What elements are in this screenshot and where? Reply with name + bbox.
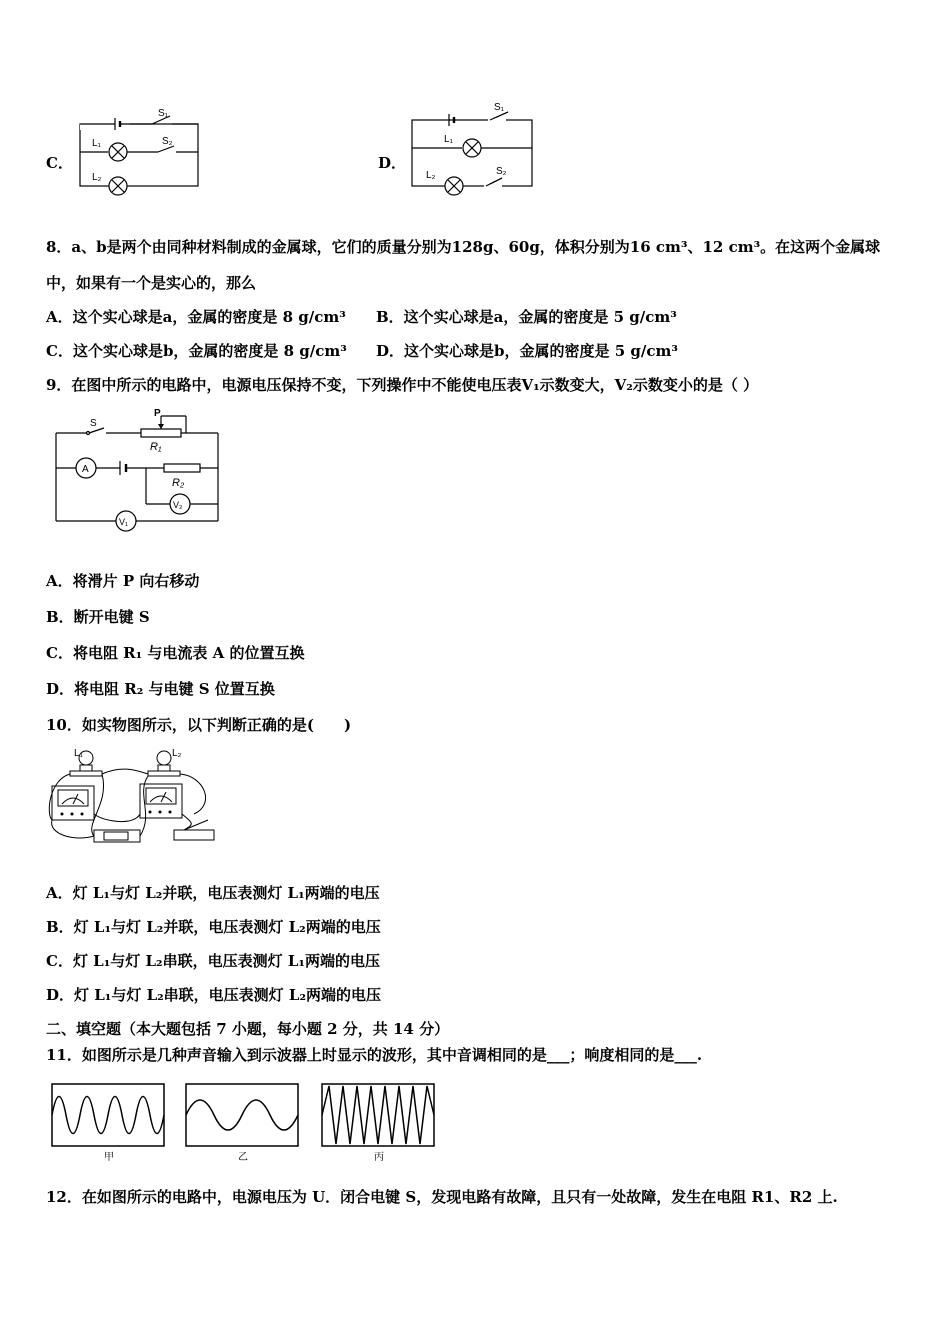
q10-l2-label: L₂ xyxy=(172,748,182,759)
q12-stem: 12．在如图所示的电路中，电源电压为 U．闭合电键 S，发现电路有故障，且只有一处故障，发生在电阻 R1、R2 上. xyxy=(46,1188,838,1206)
q10-l1-label: L₁ xyxy=(74,748,83,759)
d-l2-label: L₂ xyxy=(426,170,436,181)
q9-ammeter-label: A xyxy=(82,464,89,475)
q9-stem: 9．在图中所示的电路中，电源电压保持不变，下列操作中不能使电压表V₁示数变大，V₂示数变小的是（ ） xyxy=(46,376,759,394)
q10-option-a: A．灯 L₁与灯 L₂并联，电压表测灯 L₁两端的电压 xyxy=(46,884,380,902)
q9-option-a: A．将滑片 P 向右移动 xyxy=(46,572,200,590)
q8-line1: 8．a、b是两个由同种材料制成的金属球，它们的质量分别为128g、60g，体积分别为16 cm³、12 cm³。在这两个金属球 xyxy=(46,238,881,256)
q9-s-label: S xyxy=(90,418,97,429)
q9-option-b: B．断开电键 S xyxy=(46,608,150,626)
option-d-label: D． xyxy=(378,154,407,172)
q9-r2-label: R₂ xyxy=(172,477,185,489)
circuit-figure-c xyxy=(70,104,210,199)
c-s2-label: S₂ xyxy=(162,136,173,147)
q10-option-d: D．灯 L₁与灯 L₂串联，电压表测灯 L₂两端的电压 xyxy=(46,986,382,1004)
q10-option-c: C．灯 L₁与灯 L₂串联，电压表测灯 L₁两端的电压 xyxy=(46,952,380,970)
q8-line2: 中，如果有一个是实心的，那么 xyxy=(46,274,257,292)
c-l1-label: L₁ xyxy=(92,138,101,149)
q11-wave-label-yi: 乙 xyxy=(238,1152,248,1163)
q9-r1-label: R₁ xyxy=(150,441,162,453)
option-c-label: C． xyxy=(46,154,73,172)
d-l1-label: L₁ xyxy=(444,134,453,145)
q11-stem: 11．如图所示是几种声音输入到示波器上时显示的波形，其中音调相同的是___；响度相同的是___. xyxy=(46,1046,703,1064)
q10-option-b: B．灯 L₁与灯 L₂并联，电压表测灯 L₂两端的电压 xyxy=(46,918,381,936)
circuit-figure-d xyxy=(404,98,544,198)
q8-option-b: B．这个实心球是a，金属的密度是 5 g/cm³ xyxy=(376,308,677,326)
section-2-title: 二、填空题（本大题包括 7 小题，每小题 2 分，共 14 分） xyxy=(46,1020,450,1038)
q11-wave-label-jia: 甲 xyxy=(104,1152,114,1163)
q9-option-d: D．将电阻 R₂ 与电键 S 位置互换 xyxy=(46,680,275,698)
q9-circuit-figure xyxy=(46,408,226,533)
d-s2-label: S₂ xyxy=(496,166,507,177)
q8-option-c: C．这个实心球是b，金属的密度是 8 g/cm³ xyxy=(46,342,347,360)
q8-option-d: D．这个实心球是b，金属的密度是 5 g/cm³ xyxy=(376,342,678,360)
q11-wave-label-bing: 丙 xyxy=(374,1152,384,1163)
q9-v2-label: V₂ xyxy=(173,500,183,510)
q10-stem: 10．如实物图所示，以下判断正确的是( ) xyxy=(46,716,352,734)
q10-physical-circuit-figure xyxy=(44,744,224,849)
d-s1-label: S₁ xyxy=(494,102,505,113)
c-l2-label: L₂ xyxy=(92,172,102,183)
q9-v1-label: V₁ xyxy=(119,517,129,527)
q9-p-label: P xyxy=(154,408,161,419)
q9-option-c: C．将电阻 R₁ 与电流表 A 的位置互换 xyxy=(46,644,305,662)
c-s1-label: S₁ xyxy=(158,108,169,119)
q8-option-a: A．这个实心球是a，金属的密度是 8 g/cm³ xyxy=(46,308,346,326)
q11-waveforms-figure xyxy=(46,1080,446,1164)
